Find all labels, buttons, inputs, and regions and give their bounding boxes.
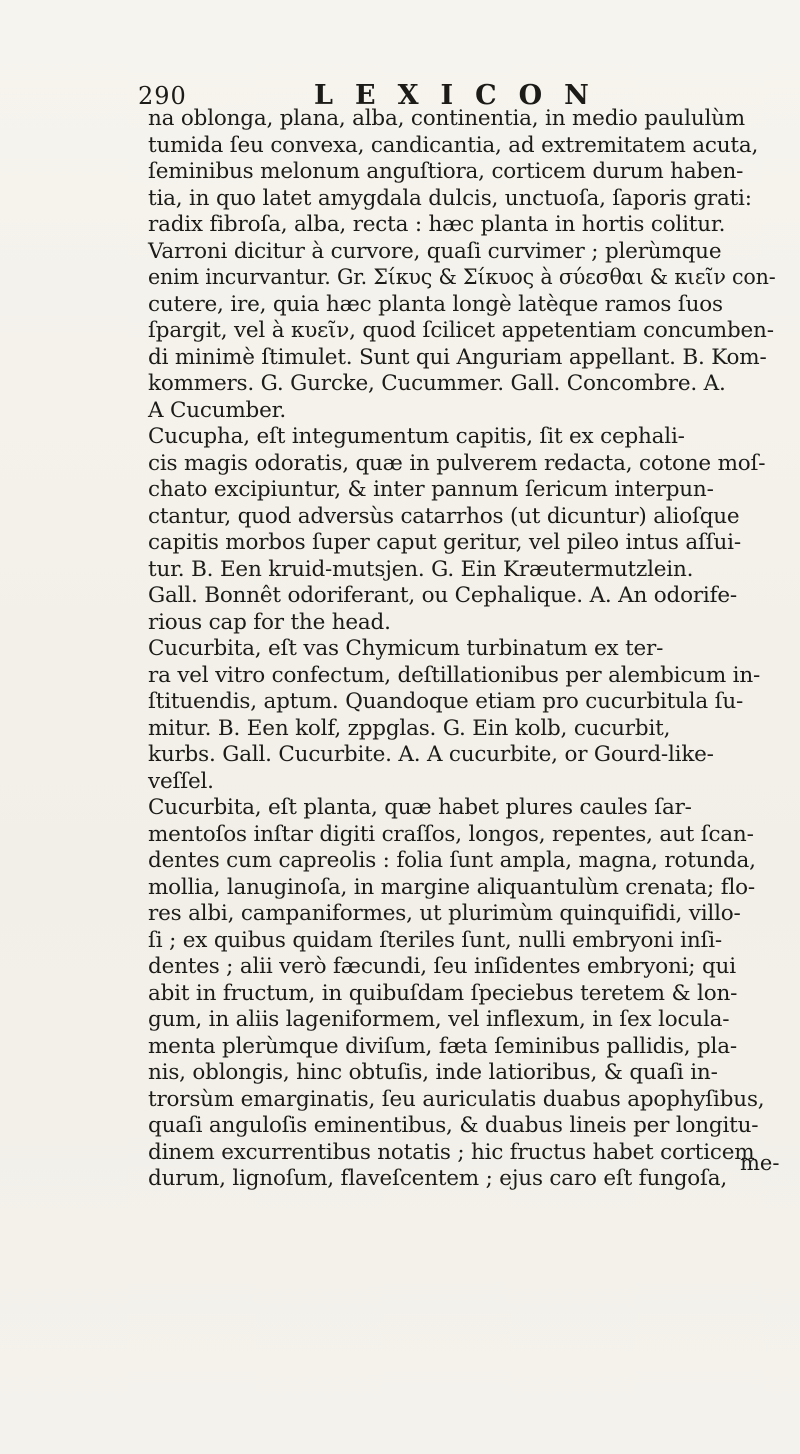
text-line: cis magis odoratis, quæ in pulverem redacta, cotone moſ-: [148, 450, 766, 476]
running-head: LEXICON: [314, 80, 611, 111]
text-line: trorsùm emarginatis, ſeu auriculatis duabus apophyſibus,: [148, 1086, 765, 1112]
text-line: tur. B. Een kruid-mutsjen. G. Ein Kræutermutzlein.: [148, 556, 694, 582]
text-line: tumida ſeu convexa, candicantia, ad extremitatem acuta,: [148, 132, 759, 158]
text-line: dentes ; alii verò fæcundi, ſeu inſidentes embryoni; qui: [148, 954, 736, 979]
text-line: kurbs. Gall. Cucurbite. A. A cucurbite, or Gourd-like-: [148, 742, 714, 767]
text-line: abit in fructum, in quibuſdam ſpeciebus teretem & lon-: [148, 980, 738, 1006]
text-line: na oblonga, plana, alba, continentia, in medio paululùm: [148, 106, 745, 131]
text-line: res albi, campaniformes, ut plurimùm quinquifidi, villo-: [148, 901, 741, 926]
text-line: ſeminibus melonum anguſtiora, corticem durum haben-: [148, 159, 744, 184]
text-line: mollia, lanuginoſa, in margine aliquantulùm crenata; flo-: [148, 874, 755, 900]
text-line: kommers. G. Gurcke, Cucummer. Gall. Concombre. A.: [148, 371, 726, 396]
text-line: durum, lignoſum, flaveſcentem ; ejus caro eſt fungoſa,: [148, 1166, 728, 1191]
text-line: cutere, ire, quia hæc planta longè latèque ramos ſuos: [148, 291, 723, 317]
text-line: quaſi anguloſis eminentibus, & duabus lineis per longitu-: [148, 1113, 759, 1138]
text-line: ra vel vitro confectum, deſtillationibus per alembicum in-: [148, 662, 761, 688]
text-line: Gall. Bonnêt odoriferant, ou Cephalique. A. An odorife-: [148, 583, 737, 608]
text-line: capitis morbos ſuper caput geritur, vel pileo intus aſſui-: [148, 530, 741, 555]
text-line: Varroni dicitur à curvore, quaſi curvimer ; plerùmque: [148, 238, 722, 264]
text-line: veſſel.: [148, 768, 214, 794]
text-line: tia, in quo latet amygdala dulcis, unctuoſa, ſaporis grati:: [148, 185, 752, 211]
text-line: gum, in aliis lageniformem, vel inflexum, in ſex locula-: [148, 1007, 730, 1032]
text-line: Cucurbita, eſt vas Chymicum turbinatum ex ter-: [148, 636, 664, 661]
text-line: rious cap for the head.: [148, 609, 391, 635]
text-line: dinem excurrentibus notatis ; hic fructus habet corticem: [148, 1139, 755, 1165]
text-line: ſi ; ex quibus quidam ſteriles ſunt, nulli embryoni inſi-: [148, 927, 722, 953]
text-line: chato excipiuntur, & inter pannum ſericum interpun-: [148, 477, 714, 502]
text-line: ſtituendis, aptum. Quandoque etiam pro cucurbitula ſu-: [148, 689, 744, 714]
text-line: ſpargit, vel à κυεῖν, quod ſcilicet appetentiam concumben-: [148, 318, 774, 343]
text-line: di minimè ſtimulet. Sunt qui Anguriam appellant. B. Kom-: [148, 344, 767, 370]
text-line: Cucupha, eſt integumentum capitis, ſit ex cephali-: [148, 424, 685, 449]
body-text: [148, 106, 776, 1193]
text-line: ctantur, quod adversùs catarrhos (ut dicuntur) alioſque: [148, 503, 740, 529]
text-line: Cucurbita, eſt planta, quæ habet plures caules ſar-: [148, 795, 692, 820]
text-line: nis, oblongis, hinc obtuſis, inde latioribus, & quaſi in-: [148, 1060, 718, 1085]
catchword: me-: [740, 1151, 780, 1175]
text-line: radix fibroſa, alba, recta : hæc planta in hortis colitur.: [148, 212, 726, 237]
page-number: 290: [138, 82, 187, 110]
text-line: menta plerùmque diviſum, fæta ſeminibus pallidis, pla-: [148, 1033, 737, 1059]
text-line: mentoſos inſtar digiti craſſos, longos, repentes, aut ſcan-: [148, 821, 754, 847]
text-line: dentes cum capreolis : folia ſunt ampla, magna, rotunda,: [148, 848, 756, 873]
text-line: enim incurvantur. Gr. Σίκυς & Σίκυος à σύεσθαι & κιεῖν con-: [148, 265, 776, 290]
text-line: mitur. B. Een kolf, zppglas. G. Ein kolb, cucurbit,: [148, 715, 671, 741]
text-line: A Cucumber.: [148, 397, 286, 423]
